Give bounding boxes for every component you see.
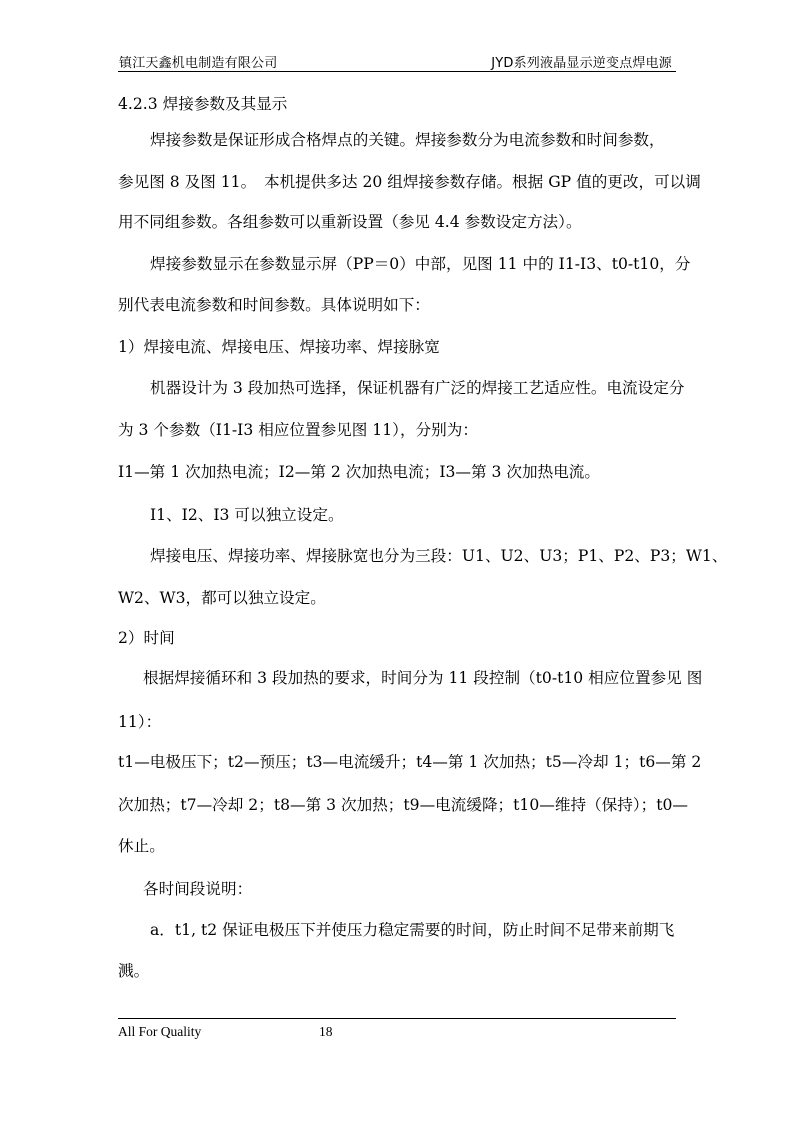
paragraph-line: I1、I2、I3 可以独立设定。 [150, 506, 344, 524]
paragraph-line: 次加热；t7—冷却 2；t8—第 3 次加热；t9—电流缓降；t10—维持（保持）；t0— [118, 796, 688, 814]
footer-slogan: All For Quality [118, 1024, 202, 1039]
section-heading: 4.2.3 焊接参数及其显示 [118, 95, 288, 113]
paragraph-line: 休止。 [118, 837, 165, 855]
paragraph-line: 焊接参数显示在参数显示屏（PP＝0）中部，见图 11 中的 I1-I3、t0-t10，分 [150, 255, 691, 273]
subheading-time: 2）时间 [118, 629, 175, 647]
page-number: 18 [319, 1024, 333, 1039]
header-product-title: JYD系列液晶显示逆变点焊电源 [491, 56, 672, 71]
paragraph-line: t1—电极压下；t2—预压；t3—电流缓升；t4—第 1 次加热；t5—冷却 1；t6—第 2 [118, 753, 702, 771]
header-company: 镇江天鑫机电制造有限公司 [119, 56, 278, 71]
paragraph-line: a．t1, t2 保证电极压下并使压力稳定需要的时间，防止时间不足带来前期飞 [150, 921, 675, 939]
paragraph-line: 用不同组参数。各组参数可以重新设置（参见 4.4 参数设定方法）。 [118, 213, 582, 231]
paragraph-line: I1—第 1 次加热电流；I2—第 2 次加热电流；I3—第 3 次加热电流。 [118, 463, 600, 481]
paragraph-line: 11）： [118, 713, 162, 731]
paragraph-line: 溅。 [118, 962, 150, 980]
paragraph-line: 参见图 8 及图 11。 本机提供多达 20 组焊接参数存储。根据 GP 值的更改，可以调 [118, 173, 701, 191]
footer-rule [118, 1018, 676, 1019]
paragraph-line: 机器设计为 3 段加热可选择，保证机器有广泛的焊接工艺适应性。电流设定分 [150, 379, 685, 397]
subheading-current: 1）焊接电流、焊接电压、焊接功率、焊接脉宽 [118, 338, 440, 356]
paragraph-line: 各时间段说明： [143, 880, 253, 898]
paragraph-line: 根据焊接循环和 3 段加热的要求，时间分为 11 段控制（t0-t10 相应位置参见 图 [143, 669, 703, 687]
paragraph-line: 别代表电流参数和时间参数。具体说明如下： [118, 296, 430, 314]
paragraph-line: W2、W3，都可以独立设定。 [118, 589, 326, 607]
paragraph-line: 焊接参数是保证形成合格焊点的关键。焊接参数分为电流参数和时间参数， [150, 131, 665, 149]
paragraph-line: 为 3 个参数（I1-I3 相应位置参见图 11），分别为： [118, 421, 478, 439]
header-rule [118, 71, 676, 72]
paragraph-line: 焊接电压、焊接功率、焊接脉宽也分为三段：U1、U2、U3；P1、P2、P3；W1、 [150, 547, 728, 565]
